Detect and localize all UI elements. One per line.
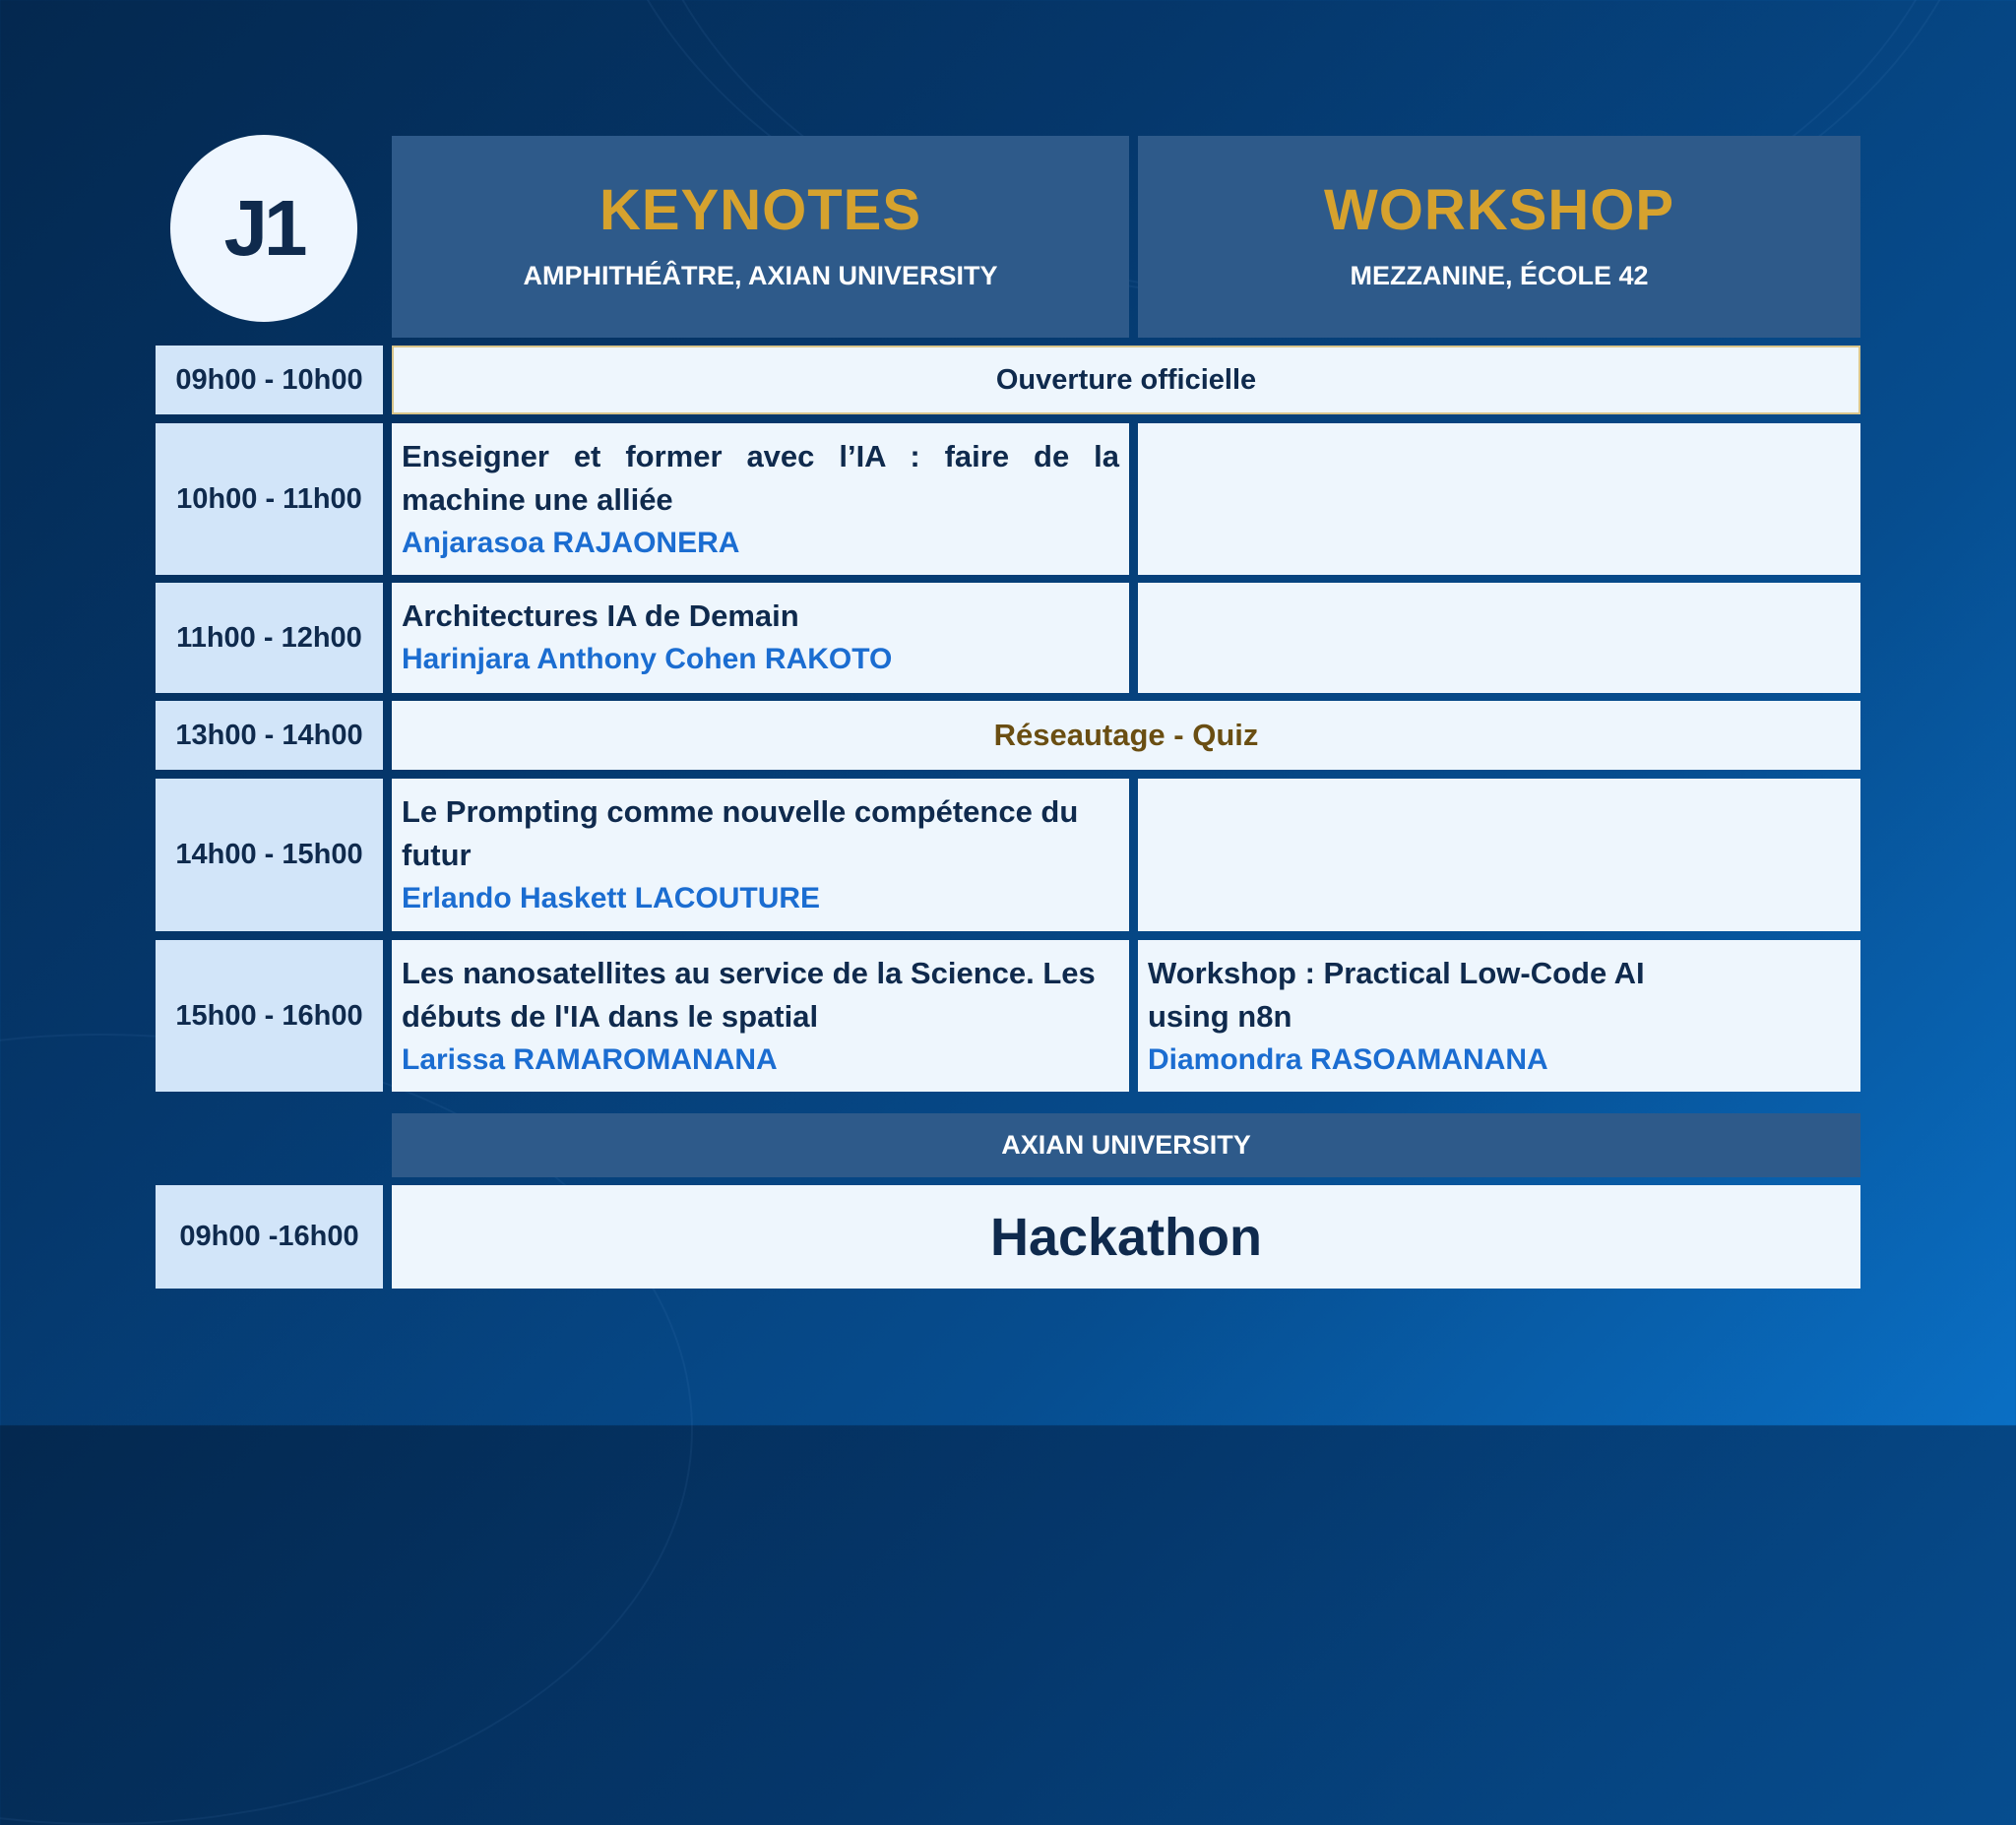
session-title: Enseigner et former avec l’IA : faire de la machine une alliée [402,439,1119,517]
hackathon-venue-bar [392,1113,1860,1177]
header-keynotes-venue: AMPHITHÉÂTRE, AXIAN UNIVERSITY [523,261,998,290]
session-title: Architectures IA de Demain [402,598,799,633]
keynote-session [392,779,1129,931]
time-label: 14h00 - 15h00 [175,839,363,870]
keynote-session [392,423,1129,575]
keynote-session [392,940,1129,1092]
session-speaker: Erlando Haskett LACOUTURE [402,882,821,914]
header-workshop-title: WORKSHOP [1324,178,1674,242]
session-speaker: Harinjara Anthony Cohen RAKOTO [402,643,893,675]
time-label: 09h00 - 10h00 [175,363,363,396]
header-keynotes [392,136,1129,338]
time-label: 11h00 - 12h00 [176,621,362,654]
time-slot [156,779,383,931]
time-label: 09h00 -16h00 [179,1221,359,1252]
time-slot [156,701,383,770]
time-slot [156,346,383,414]
session-speaker: Diamondra RASOAMANANA [1148,1043,1548,1076]
session-networking-quiz [392,701,1860,770]
session-speaker: Anjarasoa RAJAONERA [402,527,740,559]
header-workshop-venue: MEZZANINE, ÉCOLE 42 [1350,261,1649,290]
hackathon-title: Hackathon [989,1207,1263,1267]
session-title: Le Prompting comme nouvelle compétence du futur [402,794,1079,872]
time-label: 15h00 - 16h00 [175,999,363,1032]
time-slot [156,583,383,693]
time-label: 10h00 - 11h00 [176,482,362,515]
session-title: Workshop : Practical Low-Code AI using n8n [1148,956,1645,1034]
session-title: Ouverture officielle [995,364,1257,396]
time-slot [156,940,383,1092]
workshop-session [1138,940,1860,1092]
time-label: 13h00 - 14h00 [175,719,363,751]
session-title: Les nanosatellites au service de la Science. Les débuts de l'IA dans le spatial [402,956,1096,1034]
time-slot [156,423,383,575]
time-slot [156,1185,383,1289]
workshop-session-empty [1138,423,1860,575]
day-badge-label: J1 [223,184,304,272]
header-keynotes-title: KEYNOTES [598,178,922,242]
workshop-session-empty [1138,583,1860,693]
workshop-session-empty [1138,779,1860,931]
header-workshop [1138,136,1860,338]
keynote-session [392,583,1129,693]
day-badge [170,135,357,322]
hackathon-venue: AXIAN UNIVERSITY [1001,1130,1251,1160]
hackathon-session [392,1185,1860,1289]
session-opening [392,346,1860,414]
session-speaker: Larissa RAMAROMANANA [402,1043,778,1076]
session-title: Réseautage - Quiz [993,718,1259,752]
